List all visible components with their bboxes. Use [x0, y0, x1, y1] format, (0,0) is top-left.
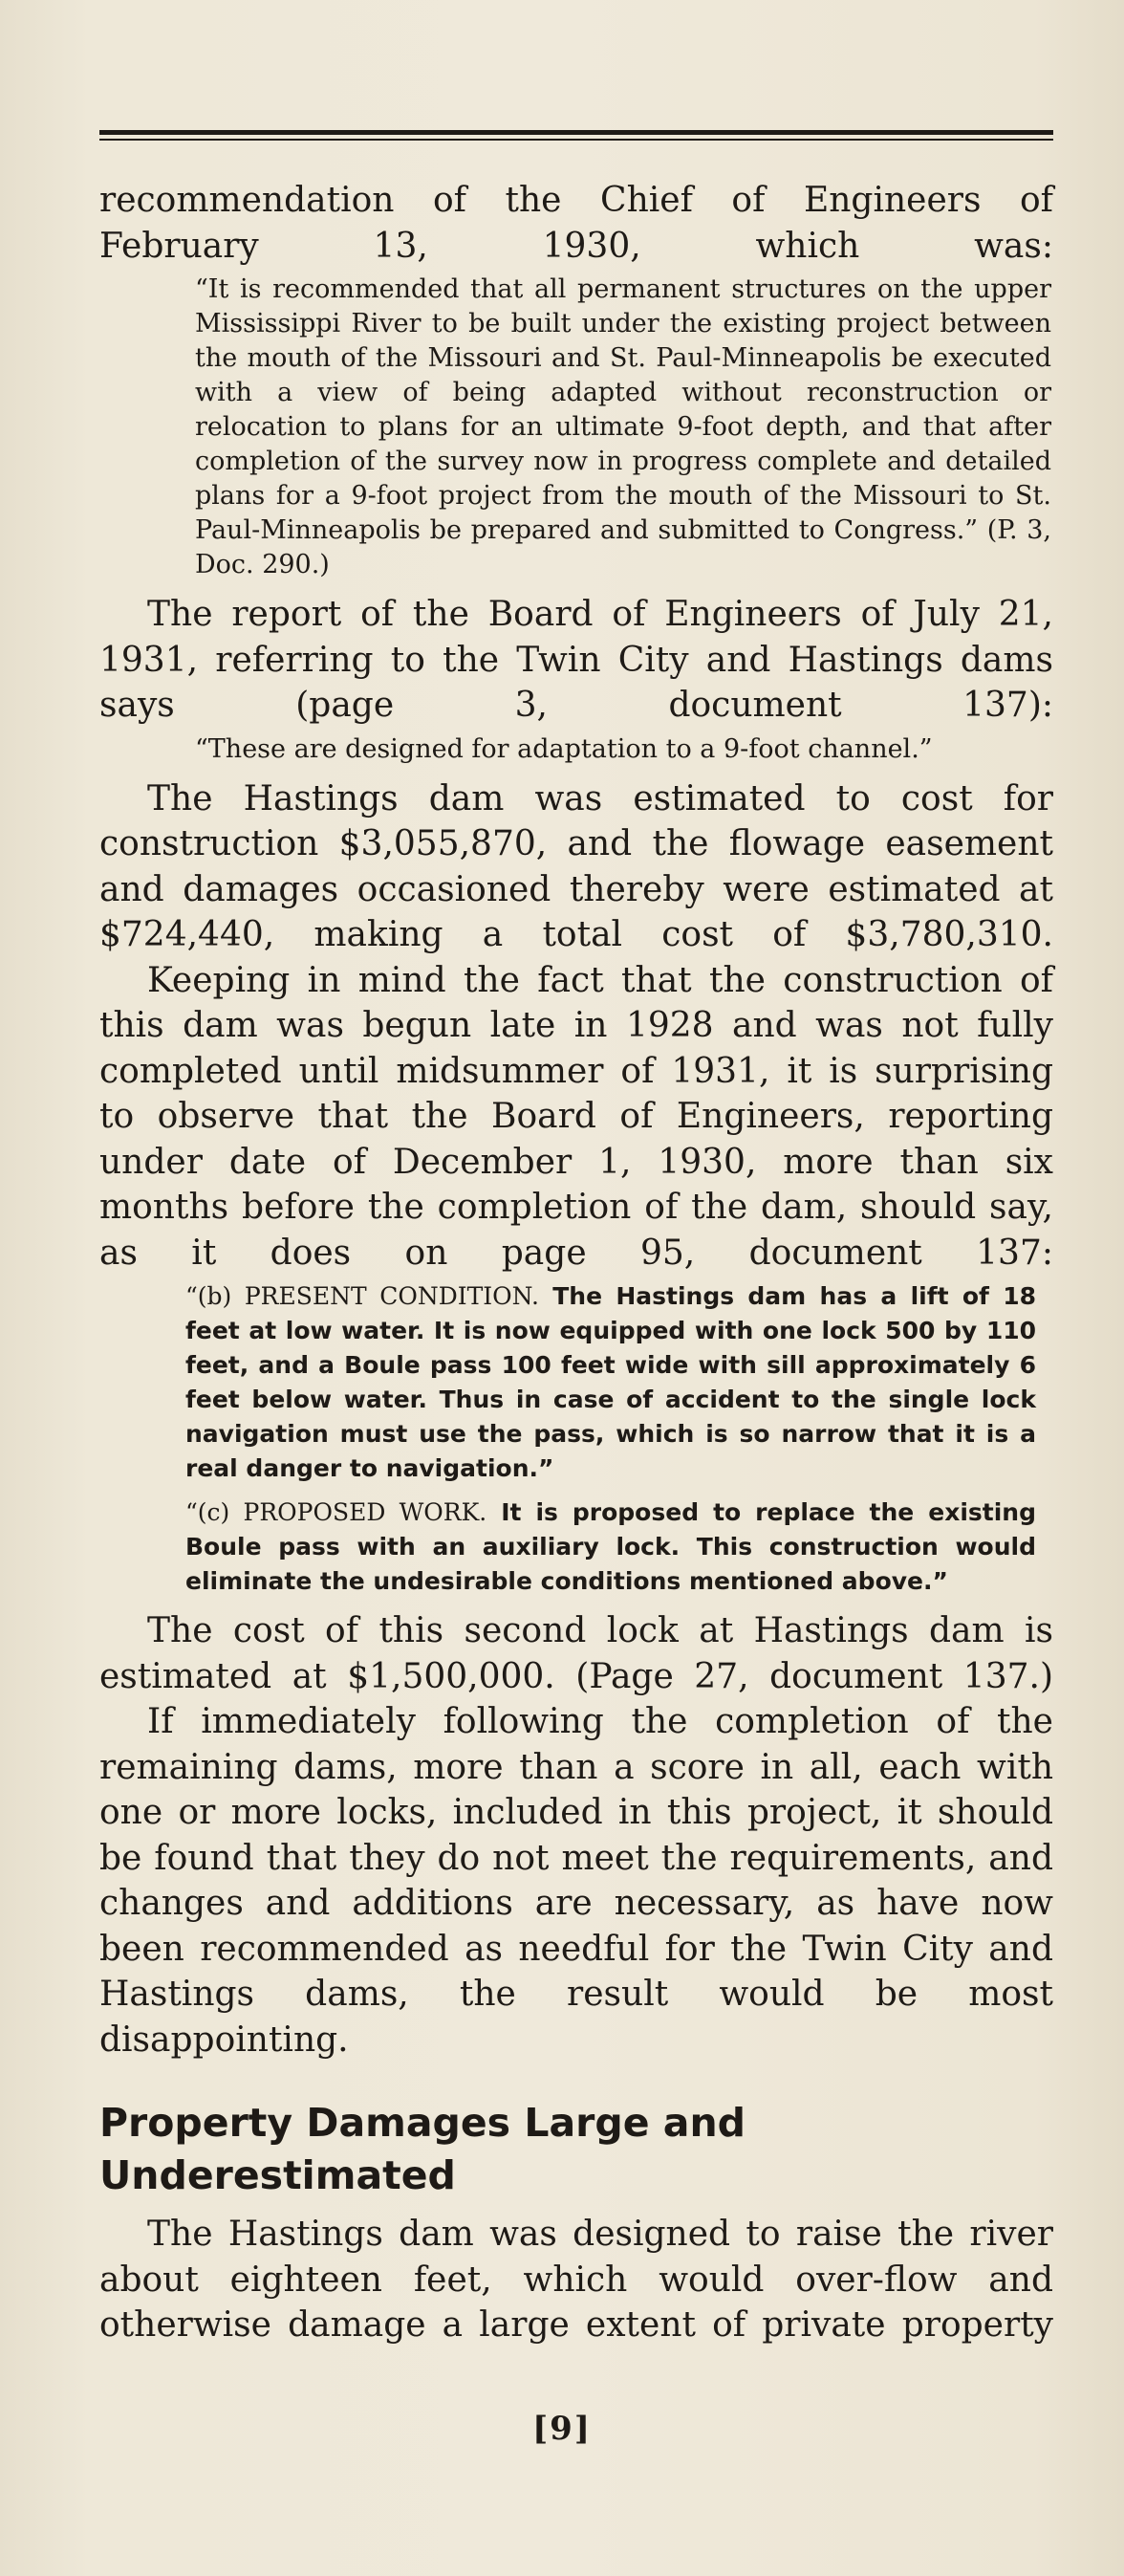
paragraph-construction-timeline: Keeping in mind the fact that the construction of this dam was begun late in 1928 and was not fully completed until midsummer of 1931, it is surprising to observe that the Board of Engineers, reporting under date of December 1, 1930, more than six months before the completion of the dam, should say, as it does on page 95, document 137: [99, 960, 1053, 1273]
page-number: [9] [532, 2410, 592, 2448]
paragraph-second-lock-cost: The cost of this second lock at Hastings dam is estimated at $1,500,000. (Page 27, document 137.) [99, 1611, 1053, 1696]
paragraph-remaining-dams: If immediately following the completion of the remaining dams, more than a score in all, each with one or more locks, included in this project, it should be found that they do not meet the requirements, and changes and additions are necessary, as have now been recommended as needful for the Twin City and Hastings dams, the result would be most disappointing. [99, 1702, 1053, 2060]
header-rule-thick [99, 130, 1053, 135]
block-quote-chief-engineers: “It is recommended that all permanent structures on the upper Mississippi River to be built under the existing project between the mouth of the Missouri and St. Paul-Minneapolis be executed with a view of being adapted without reconstruction or relocation to plans for an ultimate 9-foot depth, and that after completion of the survey now in progress complete and detailed plans for a 9-foot project from the mouth of the Missouri to St. Paul-Minneapolis be prepared and submitted to Congress.” (P. 3, Doc. 290.) [195, 274, 1051, 579]
paragraph-board-report: The report of the Board of Engineers of July 21, 1931, referring to the Twin City and Hastings dams says (page 3, document 137): [99, 595, 1053, 725]
quote-label-present-condition: “(b) PRESENT CONDITION. [185, 1282, 539, 1310]
paragraph-hastings-overflow: The Hastings dam was designed to raise the river about eighteen feet, which would over-flow and otherwise damage a large extent of private property [99, 2215, 1053, 2345]
block-quote-present-condition [185, 1279, 1036, 1486]
paragraph-hastings-cost: The Hastings dam was estimated to cost for construction $3,055,870, and the flowage easement and damages occasioned thereby were estimated at $724,440, making a total cost of $3,780,310. [99, 778, 1053, 954]
quote-text-proposed-work: It is proposed to replace the existing Boule pass with an auxiliary lock. This construction would eliminate the undesirable conditions mentioned above.” [185, 1498, 1036, 1595]
block-quote-adaptation: “These are designed for adaptation to a 9-foot channel.” [195, 733, 933, 764]
quote-text-present-condition: The Hastings dam has a lift of 18 feet at low water. It is now equipped with one lock 500 by 110 feet, and a Boule pass 100 feet wide with sill approximately 6 feet below water. Thus in case of accident to the single lock navigation must use the pass, which is so narrow that it is a real danger to navigation.” [185, 1282, 1036, 1482]
quote-label-proposed-work: “(c) PROPOSED WORK. [185, 1498, 487, 1526]
header-rule-thin [99, 139, 1053, 141]
section-heading: Property Damages Large and Underestimated [99, 2100, 746, 2198]
block-quote-proposed-work [185, 1495, 1036, 1599]
text-column [99, 178, 1053, 2348]
paragraph-continuation: recommendation of the Chief of Engineers of February 13, 1930, which was: [99, 181, 1053, 266]
